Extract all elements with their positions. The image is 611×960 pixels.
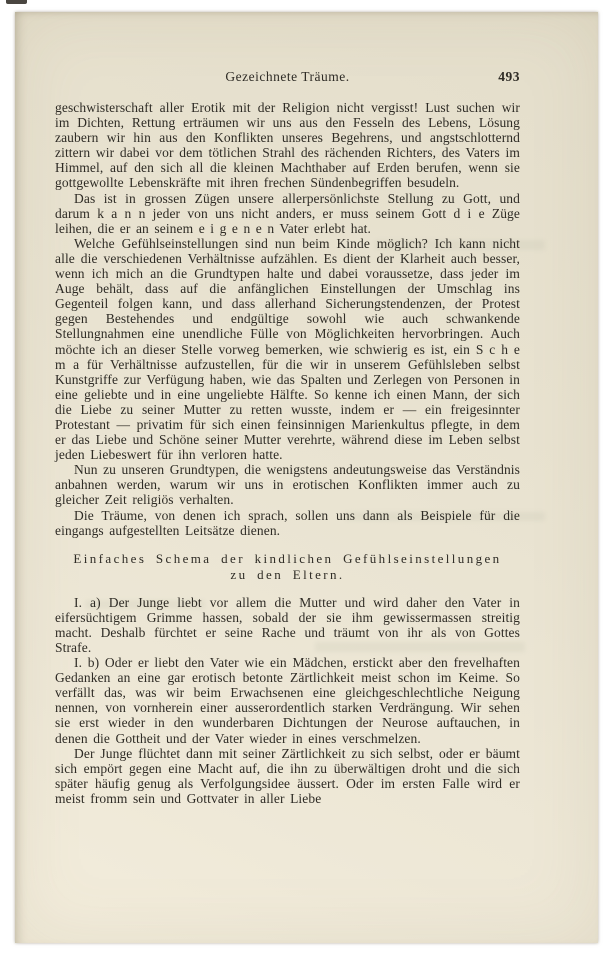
section-heading — [55, 551, 520, 584]
body-paragraph: Nun zu unseren Grundtypen, die wenigstens andeutungsweise das Verständnis anbahnen werden, warum wir uns in erotischen Konflikten immer auch zu gleicher Zeit religiös verhalten. — [55, 462, 520, 508]
text-block — [55, 100, 520, 806]
body-paragraph: geschwisterschaft aller Erotik mit der Religion nicht vergisst! Lust suchen wir im Dichten, Rettung erträumen wir uns aus den Fesseln des Lebens, Lösung zaubern wir hin aus den Konflikten unseres Begehrens, und angstschlotternd zittern wir dabei vor dem tötlichen Strahl des rächenden Richters, des Vaters im Himmel, auf den sich all die kleinen Machthaber auf Erden berufen, wenn sie gottgewollte Lebenskräfte mit ihren frechen Sündenbegriffen besudeln. — [55, 100, 520, 191]
body-paragraph: Welche Gefühlseinstellungen sind nun beim Kinde möglich? Ich kann nicht alle die verschiedenen Verhältnisse aufzählen. Es dient der Klarheit auch besser, wenn ich mich an die Grundtypen halte und dabei voraussetze, dass jeder im Auge behält, dass auf die anfänglichen Einstellungen der Umschlag ins Gegenteil folgen kann, und dass allerhand Sicherungstendenzen, der Protest gegen Bestehendes und endgültige sowohl wie auch schwankende Stellungnahmen eine unendliche Fülle von Möglichkeiten hervorbringen. Auch möchte ich an dieser Stelle vorweg bemerken, wie schwierig es ist, ein S c h e m a für Verhältnisse aufzustellen, für die wir in unserem Gefühlsleben selbst Kunstgriffe zur Verfügung haben, wie das Spalten und Zerlegen von Personen in eine geliebte und in eine ungeliebte Hälfte. So kenne ich einen Mann, der sich die Liebe zu seiner Mutter zu retten wusste, indem er — ein freigesinnter Protestant — privatim für sich einen feinsinnigen Marienkultus pflegte, in dem er das Liebe und Schöne seiner Mutter verehrte, während diese im Leben selbst jeden Liebeswert für ihn verloren hatte. — [55, 235, 520, 463]
page-number: 493 — [498, 69, 520, 84]
running-head-title: Gezeichnete Träume. — [225, 69, 350, 84]
section-heading-line2: zu den Eltern. — [230, 567, 345, 583]
body-paragraph: Der Junge flüchtet dann mit seiner Zärtlichkeit zu sich selbst, oder er bäumt sich empört gegen eine Macht auf, die ihn zu überwältigen droht und die sich später häufig genug als Verfolgungsidee äussert. Oder im ersten Falle wird er meist fromm sein und Gottvater in aller Liebe — [55, 745, 520, 806]
body-paragraph: Die Träume, von denen ich sprach, sollen uns dann als Beispiele für die eingangs aufgestellten Leitsätze dienen. — [55, 507, 520, 538]
book-page — [15, 12, 598, 943]
body-paragraph: I. b) Oder er liebt den Vater wie ein Mädchen, erstickt aber den frevelhaften Gedanken an eine gar erotisch betonte Zärtlichkeit meist schon im Keime. So verfällt das, was wir beim Erwachsenen eine gleichgeschlechtliche Neigung nennen, von vornherein einer ausserordentlich starken Verdrängung. Wir sehen sie erst wieder in den wunderbaren Dichtungen der Neurose auftauchen, in denen die Gottheit und der Vater wieder in eines verschmelzen. — [55, 655, 520, 746]
body-paragraph: I. a) Der Junge liebt vor allem die Mutter und wird daher den Vater in eifersüchtigem Grimme hassen, sobald der sie ihm gewissermassen streitig macht. Deshalb fürchtet er seine Rache und träumt von ihr als von Gottes Strafe. — [55, 594, 520, 655]
scan-edge-artifact — [6, 0, 27, 4]
section-heading-line1: Einfaches Schema der kindlichen Gefühlseinstellungen — [73, 550, 502, 566]
running-head — [55, 68, 520, 85]
body-paragraph: Das ist in grossen Zügen unsere allerpersönlichste Stellung zu Gott, und darum k a n n jeder von uns nicht anders, er muss seinem Gott d i e Züge leihen, die er an seinem e i g e n e n Vater erlebt hat. — [55, 190, 520, 236]
